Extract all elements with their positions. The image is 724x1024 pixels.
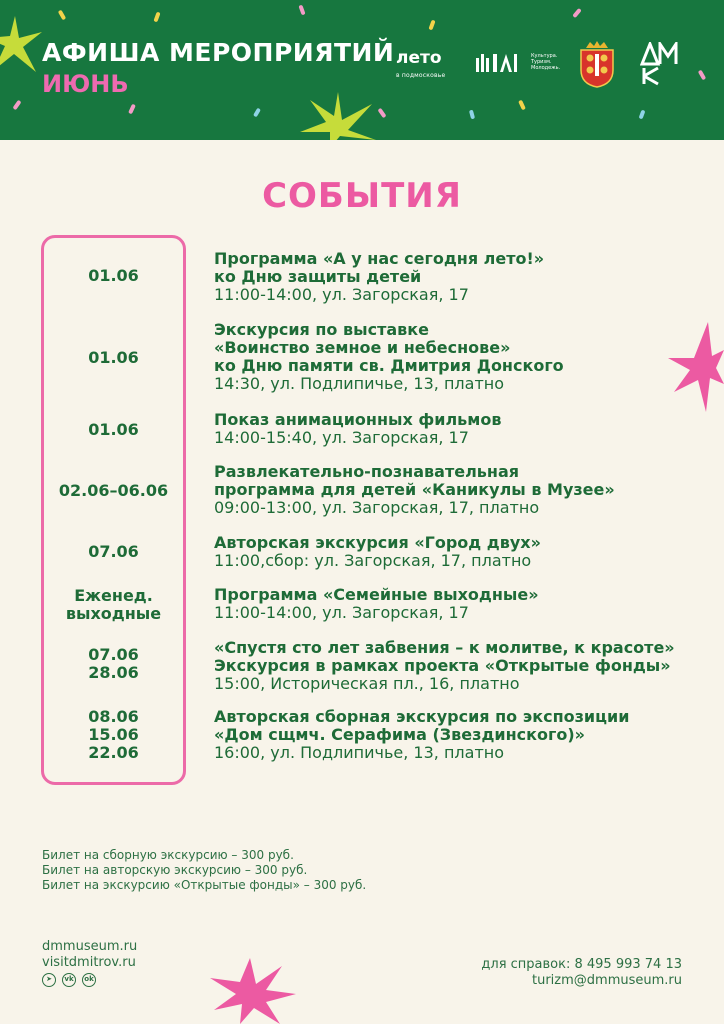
header-banner [0,0,724,140]
star-decoration [668,322,724,412]
confetti-decoration [298,5,305,16]
event-details: 11:00-14:00, ул. Загорская, 17 [214,603,469,622]
event-title-line: ко Дню памяти св. Дмитрия Донского [214,356,564,375]
date-column-frame [41,235,186,785]
event-title-line: Программа «А у нас сегодня лето!» [214,249,545,268]
event-title-line: Авторская сборная экскурсия по экспозиции [214,707,630,726]
event-title-line: «Дом сщмч. Серафима (Звездинского)» [214,725,585,744]
event-title-line: Показ анимационных фильмов [214,410,502,429]
odnoklassniki-icon[interactable]: ok [82,973,96,987]
event-item [214,534,704,570]
svg-text:ДМК: ДМК [640,42,643,43]
ministry-logo-subtext: Культура. Туризм. Молодежь. [531,53,561,71]
confetti-decoration [572,8,581,18]
poster-title: АФИША МЕРОПРИЯТИЙ [42,38,395,67]
section-title: СОБЫТИЯ [262,176,462,216]
confetti-decoration [153,12,160,23]
confetti-decoration [639,110,646,120]
event-details: 11:00-14:00, ул. Загорская, 17 [214,285,469,304]
event-title-line: «Спустя сто лет забвения – к молитве, к красоте» [214,638,675,657]
event-date: Еженед. выходные [65,586,162,623]
price-line: Билет на экскурсию «Открытые фонды» – 300 руб. [42,878,367,892]
confetti-decoration [12,100,21,110]
confetti-decoration [518,100,526,111]
star-decoration [300,92,376,140]
event-item [214,463,704,517]
event-details: 11:00,сбор: ул. Загорская, 17, платно [214,551,532,570]
confetti-decoration [428,20,435,31]
coat-of-arms-icon [578,40,616,88]
event-item [214,411,704,447]
telegram-icon[interactable]: ➤ [42,973,56,987]
price-line: Билет на авторскую экскурсию – 300 руб. [42,863,308,877]
event-date: 08.06 15.06 22.06 [88,707,139,762]
event-date: 07.06 [88,542,139,561]
dmk-logo [640,42,682,86]
event-details: 15:00, Историческая пл., 16, платно [214,674,520,693]
confetti-decoration [58,10,66,21]
event-title-line: Программа «Семейные выходные» [214,585,539,604]
price-line: Билет на сборную экскурсию – 300 руб. [42,848,294,862]
confetti-decoration [377,108,386,118]
event-title-line: Экскурсия в рамках проекта «Открытые фонды» [214,656,671,675]
email-contact[interactable]: turizm@dmmuseum.ru [532,973,682,988]
event-item [214,586,704,622]
leto-logo-subtext: в подмосковье [396,72,446,79]
event-details: 09:00-13:00, ул. Загорская, 17, платно [214,498,540,517]
star-decoration [210,958,296,1024]
event-details: 14:00-15:40, ул. Загорская, 17 [214,428,469,447]
event-date: 01.06 [88,348,139,367]
phone-contact: для справок: 8 495 993 74 13 [481,957,682,972]
website-link[interactable]: dmmuseum.ru [42,939,138,954]
website-link[interactable]: visitdmitrov.ru [42,955,136,970]
event-item [214,708,704,762]
confetti-decoration [469,110,475,120]
confetti-decoration [128,104,136,115]
event-date: 01.06 [88,420,139,439]
leto-logo-text: лето [396,48,442,68]
event-title-line: Экскурсия по выставке [214,320,429,339]
event-details: 16:00, ул. Подлипичье, 13, платно [214,743,505,762]
event-title-line: «Воинство земное и небеснове» [214,338,511,357]
event-date: 02.06–06.06 [58,481,169,500]
event-item [214,639,704,693]
confetti-decoration [253,108,261,118]
poster-month: ИЮНЬ [42,70,129,98]
event-item [214,250,704,304]
ticket-prices [42,848,366,893]
event-title-line: программа для детей «Каникулы в Музее» [214,480,615,499]
vk-icon[interactable]: vk [62,973,76,987]
event-item [214,321,704,393]
event-title-line: Авторская экскурсия «Город двух» [214,533,541,552]
event-details: 14:30, ул. Подлипичье, 13, платно [214,374,505,393]
star-decoration [0,14,44,76]
event-date: 07.06 28.06 [88,645,139,682]
leto-logo [396,50,445,84]
confetti-decoration [698,70,706,81]
event-title-line: ко Дню защиты детей [214,267,422,286]
event-date: 01.06 [88,266,139,285]
event-title-line: Развлекательно-познавательная [214,462,520,481]
